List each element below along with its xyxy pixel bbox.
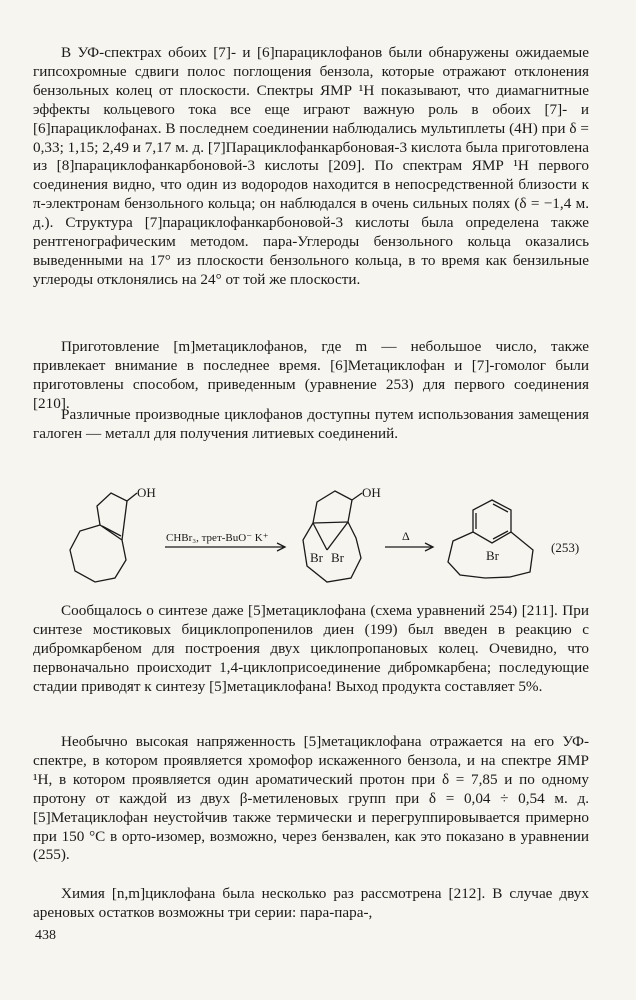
br-label-right: Br [331, 550, 344, 565]
delta-label: Δ [402, 529, 410, 543]
paragraph-paracyclophanes: В УФ-спектрах обоих [7]- и [6]парациклофанов были обнаружены ожидаемые гипсохромные сдвиги полос поглощения бензола, которые отражают отклонения бензольных колец от плоскости. Спектры ЯМР ¹H показывают, что диамагнитные эффекты кольцевого тока все еще играют важную роль в обоих [7]- и [6]парациклофанах. В последнем соединении наблюдались мультиплеты (4H) при δ = 0,33; 1,15; 2,49 и 7,17 м. д. [7]Парациклофанкарбоновая-3 кислота была приготовлена из [8]парациклофанкарбоновой-3 кислоты [209]. По спектрам ЯМР ¹H первого соединения видно, что один из водородов находится в непосредственной близости к π-электронам бензольного кольца; он наблюдался в очень сильных полях (δ = −1,4 м. д.). Структура [7]парациклофанкарбоновой-3 кислоты была определена также рентгенографическим методом. пара-Углероды бензольного кольца оказались выведенными на 17° из плоскости бензольного кольца, в то время как бензильные углероды отклонялись на 24° от той же плоскости. [33, 44, 589, 288]
oh-label-2: OH [362, 485, 381, 500]
paragraph-strain-spectra: Необычно высокая напряженность [5]метациклофана отражается на его УФ-спектре, в котором проявляется хромофор искаженного бензола, и на спектре ЯМР ¹H, в котором проявляется один ароматический протон при δ = 7,85 и по одному протону от каждой из двух β-метиленовых групп при δ = 0,04 ÷ 0,54 м. д. [5]Метациклофан неустойчив также термически и перегруппировывается примерно при 150 °C в орто-изомер, возможно, через бензвален, как это показано в уравнении (255). [33, 733, 589, 864]
page-number: 438 [35, 928, 56, 943]
reaction-arrow-2 [385, 529, 433, 551]
starting-alcohol-structure [70, 485, 156, 582]
br-label-left: Br [310, 550, 323, 565]
reaction-scheme-253 [55, 478, 595, 588]
br-label-product: Br [486, 548, 499, 563]
reagent-label: CHBr₃, трет-BuO⁻ K⁺ [166, 532, 269, 544]
paragraph-nm-cyclophane: Химия [n,m]циклофана была несколько раз рассмотрена [212]. В случае двух ареновых остатков возможны три серии: пара-пара-, [33, 885, 589, 921]
paragraph-lithium-derivatives: Различные производные циклофанов доступны путем использования замещения галоген — металл для получения литиевых соединений. [33, 406, 589, 442]
equation-number: (253) [551, 540, 580, 555]
reaction-arrow-1 [165, 532, 285, 551]
paragraph-metacyclophanes: Приготовление [m]метациклофанов, где m — небольшое число, также привлекает внимание в последнее время. [6]Метациклофан и [7]-гомолог были приготовлены способом, приведенным (уравнение 253) для первого соединения [210]. [33, 338, 589, 412]
intermediate-dibromide-structure [303, 485, 381, 582]
paragraph-5-metacyclophane-synthesis: Сообщалось о синтезе даже [5]метациклофана (схема уравнений 254) [211]. При синтезе мостиковых бициклопропенилов диен (199) был введен в реакцию с дибромкарбеном для построения двух циклопропановых колец. Очевидно, что первоначально происходит 1,4-циклоприсоединение дибромкарбена; последующие стадии приводят к синтезу [5]метациклофана! Выход продукта составляет 5%. [33, 602, 589, 695]
oh-label-1: OH [137, 485, 156, 500]
product-metacyclophane-structure [448, 500, 533, 578]
